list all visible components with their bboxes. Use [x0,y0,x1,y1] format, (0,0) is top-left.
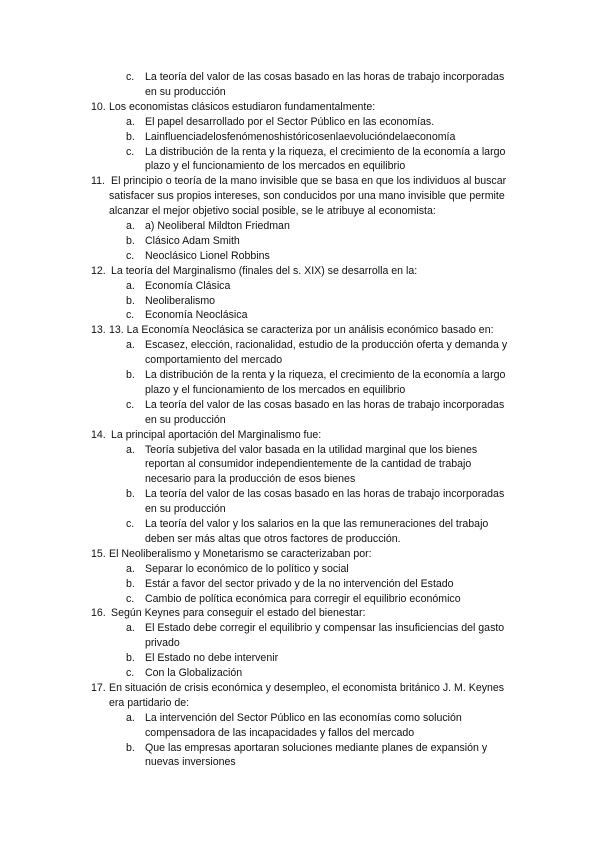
option-text-line: Escasez, elección, racionalidad, estudio de la producción oferta y demanda y [145,339,508,352]
question-number: 14. [91,428,106,441]
option-text-line: La distribución de la renta y la riqueza, el crecimiento de la economía a largo [145,369,506,381]
option-text-line: Clásico Adam Smith [145,234,240,247]
option-marker: b. [126,577,135,590]
option-text-line: Cambio de política económica para corregir el equilibrio económico [145,592,461,605]
option-text-line: a) Neoliberal Mildton Friedman [145,220,290,232]
question-number: 17. [91,681,106,694]
option-marker: a. [126,115,135,128]
question-number: 10. [91,100,106,113]
option-marker: c. [126,398,135,411]
option-marker: a. [126,443,135,456]
option-marker: b. [126,369,135,381]
question-number: 12. [91,264,106,277]
option-text-line: La intervención del Sector Público en las economías como solución [145,711,462,724]
option-marker: c. [126,145,135,158]
option-text-line: La distribución de la renta y la riqueza, el crecimiento de la economía a largo [145,145,506,158]
question-text-line: En situación de crisis económica y desempleo, el economista británico J. M. Keynes [109,681,505,694]
option-marker: c. [126,592,135,605]
option-marker: c. [126,667,135,679]
option-text-line: Separar lo económico de lo político y social [145,562,349,575]
option-marker: b. [126,294,135,307]
option-text-line: en su producción [145,503,226,516]
question-text-line: Según Keynes para conseguir el estado del bienestar: [111,607,366,620]
option-text-line: La teoría del valor de las cosas basado en las horas de trabajo incorporadas [145,398,505,411]
option-text-line: La teoría del valor de las cosas basado en las horas de trabajo incorporadas [145,488,505,501]
option-text-line: privado [145,637,180,650]
option-text-line: reportan al consumidor independientemente de la cantidad de trabajo [145,458,472,471]
question-number: 13. [91,324,106,337]
option-marker: a. [126,220,135,232]
option-marker: b. [126,652,135,665]
option-text-line: Lainfluenciadelosfenómenoshistóricosenlaevolucióndelaeconomía [145,130,456,143]
option-text-line: Neoclásico Lionel Robbins [145,249,270,262]
question-text-line: 13. La Economía Neoclásica se caracteriza por un análisis económico basado en: [109,324,494,337]
option-text-line: compensadora de las incapacidades y fallos del mercado [145,726,415,739]
option-text-line: deben ser más altas que otros factores de producción. [145,532,401,545]
option-marker: a. [126,279,135,292]
option-text-line: Economía Neoclásica [145,309,248,322]
option-text-line: Economía Clásica [145,279,231,292]
option-text-line: en su producción [145,413,226,426]
option-text-line: El papel desarrollado por el Sector Público en las economías. [145,115,435,128]
option-text-line: plazo y el funcionamiento de los mercados en equilibrio [145,160,406,173]
option-text-line: Neoliberalismo [145,294,216,307]
option-marker: b. [126,741,135,754]
question-text-line: El Neoliberalismo y Monetarismo se caracterizaban por: [109,547,372,560]
option-marker: a. [126,339,135,352]
option-marker: b. [126,488,135,501]
option-text-line: Estár a favor del sector privado y de la no intervención del Estado [145,577,454,590]
option-marker: a. [126,622,135,635]
option-marker: b. [126,234,135,247]
question-text-line: La principal aportación del Marginalismo fue: [111,428,322,441]
option-text-line: en su producción [145,85,226,98]
option-marker: a. [126,711,135,724]
question-number: 15. [91,547,106,560]
question-text-line: era partidario de: [109,696,190,709]
option-text-line: El Estado debe corregir el equilibrio y compensar las insuficiencias del gasto [145,622,505,635]
question-text-line: La teoría del Marginalismo (finales del s. XIX) se desarrolla en la: [111,264,418,277]
option-marker: c. [126,249,135,262]
option-text-line: Teoría subjetiva del valor basada en la utilidad marginal que los bienes [145,443,478,456]
option-text-line: plazo y el funcionamiento de los mercados en equilibrio [145,383,406,396]
option-marker: b. [126,130,135,143]
option-marker: c. [126,309,135,322]
option-text-line: comportamiento del mercado [145,354,283,367]
option-text-line: La teoría del valor y los salarios en la que las remuneraciones del trabajo [145,518,489,530]
question-text-line: alcanzar el mejor objetivo social posible, se le atribuye al economista: [109,205,436,218]
option-text-line: Con la Globalización [145,667,243,679]
option-marker: c. [126,71,135,83]
option-marker: a. [126,562,135,575]
option-text-line: Que las empresas aportaran soluciones mediante planes de expansión y [145,741,488,754]
option-text-line: El Estado no debe intervenir [145,652,279,665]
question-number: 16. [91,607,106,620]
option-marker: c. [126,518,135,530]
question-text-line: satisfacer sus propios intereses, son conducidos por una mano invisible que permite [109,190,505,203]
question-number: 11. [91,175,105,188]
option-text-line: necesario para la producción de esos bienes [145,473,356,486]
option-text-line: La teoría del valor de las cosas basado en las horas de trabajo incorporadas [145,71,505,83]
question-text-line: El principio o teoría de la mano invisible que se basa en que los individuos al buscar [111,175,507,188]
option-text-line: nuevas inversiones [145,756,236,769]
question-text-line: Los economistas clásicos estudiaron fundamentalmente: [109,100,376,113]
